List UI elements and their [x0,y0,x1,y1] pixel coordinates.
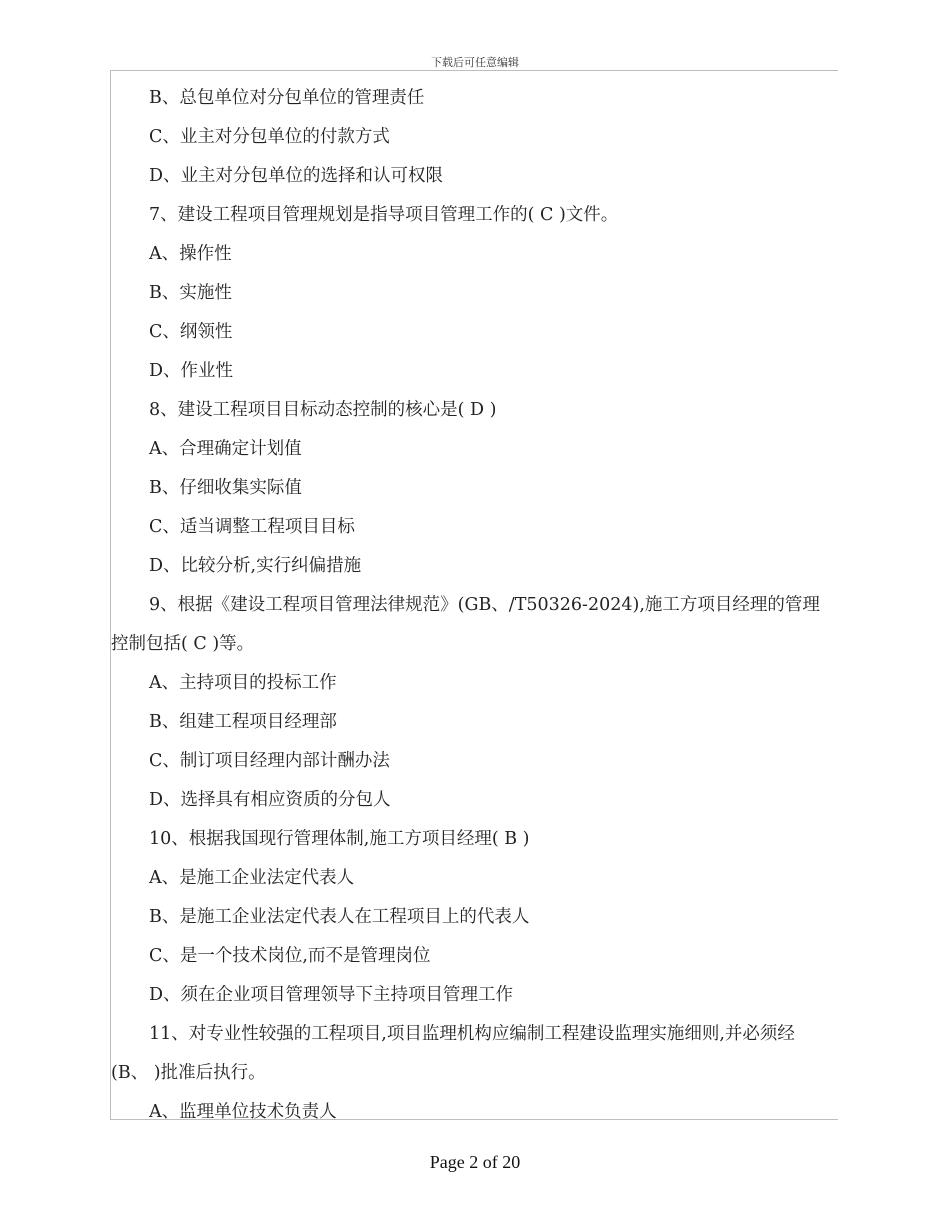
text-line: B、总包单位对分包单位的管理责任 [149,88,425,108]
text-line: D、比较分析,实行纠偏措施 [149,556,362,576]
text-line: 控制包括( C )等。 [111,634,255,654]
text-line: B、组建工程项目经理部 [149,712,337,732]
text-line: C、是一个技术岗位,而不是管理岗位 [149,946,431,966]
text-line: 9、根据《建设工程项目管理法律规范》(GB、/T50326-2024),施工方项目经理的管理 [149,595,820,615]
header-note: 下载后可任意编辑 [431,56,519,69]
text-line: D、业主对分包单位的选择和认可权限 [149,166,444,186]
text-line: 11、对专业性较强的工程项目,项目监理机构应编制工程建设监理实施细则,并必须经 [149,1024,795,1044]
text-line: C、制订项目经理内部计酬办法 [149,751,390,771]
text-line: 10、根据我国现行管理体制,施工方项目经理( B ) [149,829,530,849]
text-line: B、实施性 [149,283,232,303]
text-line: D、须在企业项目管理领导下主持项目管理工作 [149,985,514,1005]
text-line: B、仔细收集实际值 [149,478,302,498]
text-line: C、业主对分包单位的付款方式 [149,127,390,147]
text-line: 8、建设工程项目目标动态控制的核心是( D ) [149,400,497,420]
text-line: (B、 )批准后执行。 [111,1063,266,1083]
text-line: B、是施工企业法定代表人在工程项目上的代表人 [149,907,530,927]
text-line: A、是施工企业法定代表人 [149,868,355,888]
document-body [111,79,833,1132]
text-line: C、适当调整工程项目目标 [149,517,355,537]
page-number: Page 2 of 20 [429,1152,521,1172]
text-line: A、主持项目的投标工作 [149,673,337,693]
text-line: D、作业性 [149,361,234,381]
text-line: 7、建设工程项目管理规划是指导项目管理工作的( C )文件。 [149,205,619,225]
text-line: A、操作性 [149,244,232,264]
text-line: D、选择具有相应资质的分包人 [149,790,391,810]
text-line: A、合理确定计划值 [149,439,302,459]
text-line: C、纲领性 [149,322,233,342]
text-line: A、监理单位技术负责人 [149,1102,337,1122]
